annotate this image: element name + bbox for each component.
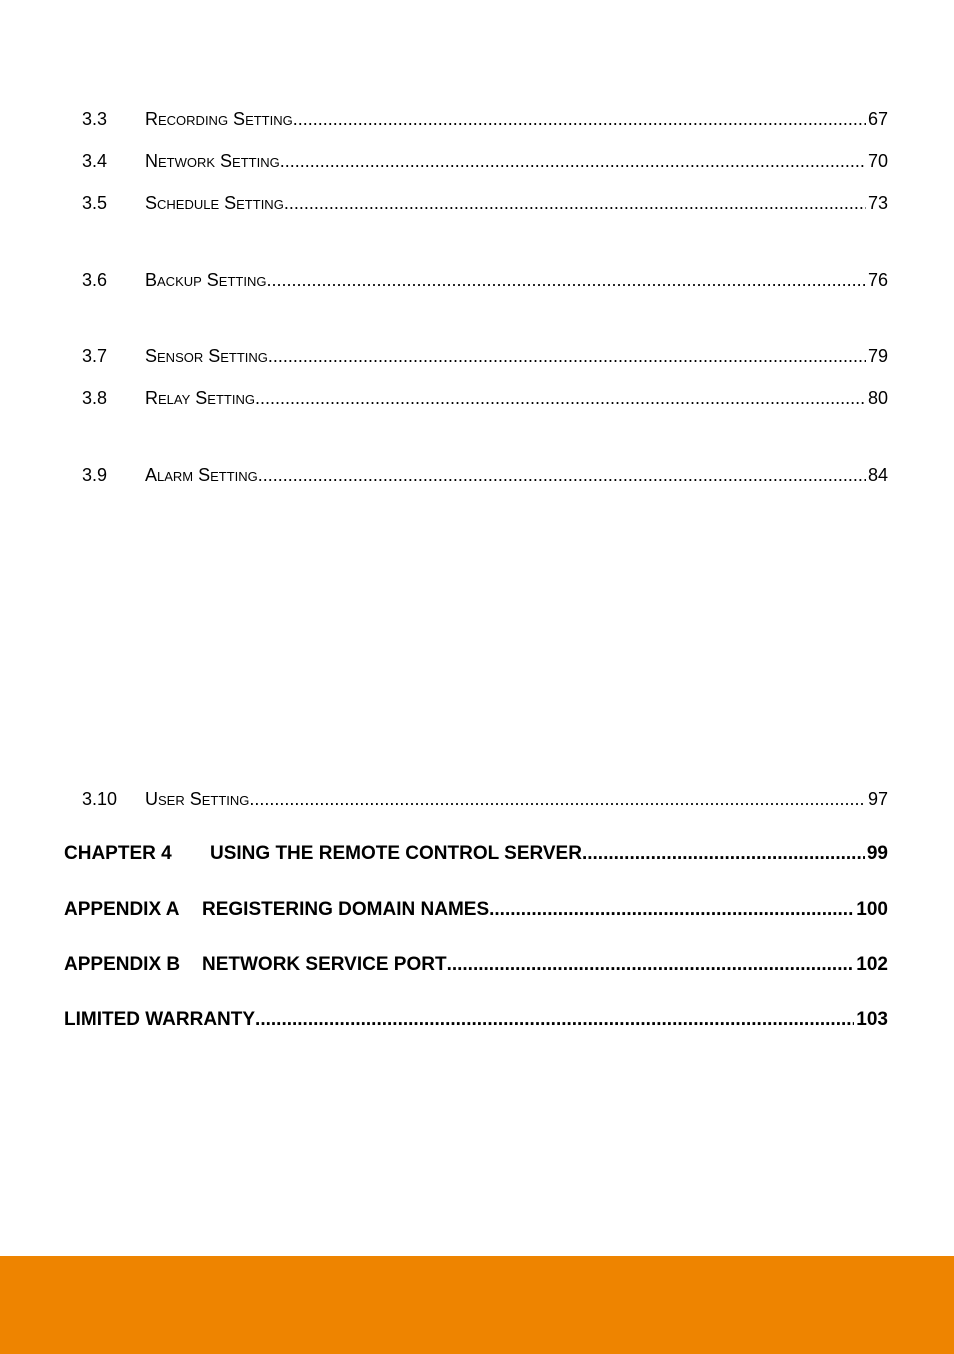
toc-limited-warranty[interactable] xyxy=(64,1008,888,1032)
page-number: 99 xyxy=(866,843,888,864)
dot-leader xyxy=(258,464,866,486)
section-title: Network Setting xyxy=(145,151,280,171)
section-number: 3.4 xyxy=(82,151,108,171)
section-title: Backup Setting xyxy=(145,270,267,290)
appendix-label: APPENDIX A xyxy=(64,899,180,920)
chapter-label: CHAPTER 4 xyxy=(64,843,172,864)
toc-entry-3-5[interactable] xyxy=(82,192,888,214)
section-number: 3.7 xyxy=(82,346,108,366)
section-title: Schedule Setting xyxy=(145,193,284,213)
section-number: 3.8 xyxy=(82,388,108,408)
appendix-title: REGISTERING DOMAIN NAMES xyxy=(202,899,490,920)
toc-entry-3-7[interactable] xyxy=(82,345,888,367)
toc-entry-3-10[interactable] xyxy=(82,788,888,810)
section-title: User Setting xyxy=(145,789,250,809)
toc-entry-3-3[interactable] xyxy=(82,108,888,130)
dot-leader xyxy=(268,345,866,367)
dot-leader xyxy=(284,192,866,214)
section-number: 3.6 xyxy=(82,270,108,290)
footer-band xyxy=(0,1256,954,1354)
page-number: 103 xyxy=(856,1009,888,1030)
page-number: 97 xyxy=(867,789,888,809)
page-number: 79 xyxy=(867,346,888,366)
toc-appendix-b[interactable] xyxy=(64,953,888,977)
toc-entry-3-8[interactable] xyxy=(82,387,888,409)
toc-entry-3-6[interactable] xyxy=(82,269,888,291)
dot-leader xyxy=(489,898,854,922)
dot-leader xyxy=(293,108,866,130)
dot-leader xyxy=(249,788,866,810)
toc-entry-3-9[interactable] xyxy=(82,464,888,486)
dot-leader xyxy=(255,1008,854,1032)
page-number: 67 xyxy=(867,109,888,129)
dot-leader xyxy=(280,150,866,172)
toc-entry-3-4[interactable] xyxy=(82,150,888,172)
section-title: Recording Setting xyxy=(145,109,293,129)
section-number: 3.5 xyxy=(82,193,108,213)
appendix-label: APPENDIX B xyxy=(64,954,181,975)
dot-leader xyxy=(255,387,866,409)
page-number: 100 xyxy=(856,899,888,920)
page-number: 102 xyxy=(856,954,888,975)
section-number: 3.9 xyxy=(82,465,108,485)
appendix-title: NETWORK SERVICE PORT xyxy=(202,954,447,975)
page-number: 84 xyxy=(867,465,888,485)
section-title: Sensor Setting xyxy=(145,346,268,366)
dot-leader xyxy=(266,269,866,291)
dot-leader xyxy=(447,953,855,977)
toc-chapter-4[interactable] xyxy=(64,842,888,866)
entry-title: LIMITED WARRANTY xyxy=(64,1009,256,1030)
page-number: 70 xyxy=(867,151,888,171)
page-number: 80 xyxy=(867,388,888,408)
toc-appendix-a[interactable] xyxy=(64,898,888,922)
dot-leader xyxy=(582,842,865,866)
section-title: Relay Setting xyxy=(145,388,255,408)
chapter-title: USING THE REMOTE CONTROL SERVER xyxy=(210,843,582,864)
section-number: 3.10 xyxy=(82,789,118,809)
page-number: 76 xyxy=(867,270,888,290)
page-number: 73 xyxy=(867,193,888,213)
section-title: Alarm Setting xyxy=(145,465,258,485)
section-number: 3.3 xyxy=(82,109,108,129)
